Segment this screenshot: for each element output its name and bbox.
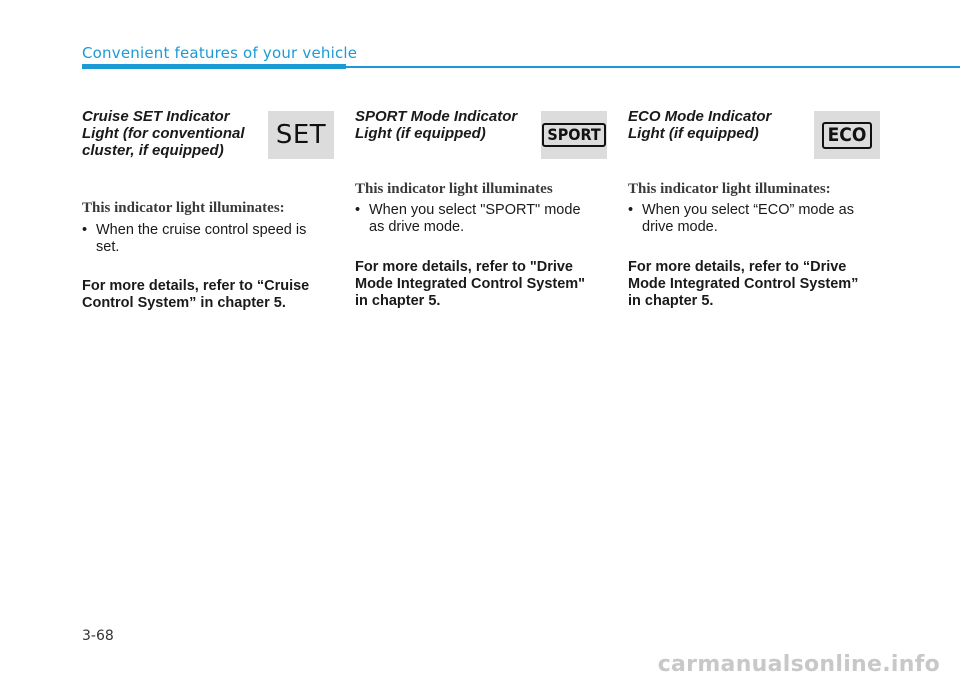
bullet-icon: • <box>355 202 361 218</box>
ref-line: in chapter 5. <box>628 293 714 309</box>
ref-line: For more details, refer to "Drive <box>355 259 573 275</box>
heading-line: SPORT Mode Indicator <box>355 108 518 125</box>
bullet-icon: • <box>628 202 634 218</box>
bullet-icon: • <box>82 222 88 238</box>
header-rule-thin <box>346 66 960 68</box>
heading-cruise-set <box>82 108 267 159</box>
ref-line: in chapter 5. <box>355 293 441 309</box>
reference-note <box>82 278 334 312</box>
subheading: This indicator light illuminates: <box>628 181 831 197</box>
column-cruise-set <box>82 108 334 311</box>
sport-icon-label: SPORT <box>542 123 605 147</box>
set-icon-label: SET <box>275 120 327 150</box>
ref-line: Mode Integrated Control System" <box>355 276 586 292</box>
subheading: This indicator light illuminates: <box>82 200 285 216</box>
heading-sport-mode <box>355 108 540 142</box>
bullet-item <box>355 202 607 236</box>
eco-indicator-icon <box>814 111 880 159</box>
sport-indicator-icon <box>541 111 607 159</box>
column-sport-mode <box>355 108 607 309</box>
ref-line: For more details, refer to “Cruise <box>82 278 310 294</box>
section-title: Convenient features of your vehicle <box>82 44 358 62</box>
bullet-item <box>628 202 880 236</box>
header-rule-thick <box>82 64 346 69</box>
heading-line: Cruise SET Indicator <box>82 108 230 125</box>
reference-note <box>355 259 607 310</box>
ref-line: Control System” in chapter 5. <box>82 295 286 311</box>
page-number: 3-68 <box>82 628 114 644</box>
bullet-line: as drive mode. <box>369 219 465 235</box>
eco-icon-label: ECO <box>822 122 873 149</box>
bullet-line: When you select "SPORT" mode <box>369 202 581 218</box>
bullet-item <box>82 222 334 256</box>
subheading: This indicator light illuminates <box>355 181 553 197</box>
ref-line: Mode Integrated Control System” <box>628 276 859 292</box>
column-eco-mode <box>628 108 880 309</box>
heading-line: ECO Mode Indicator <box>628 108 772 125</box>
heading-line: Light (if equipped) <box>628 125 759 142</box>
bullet-line: drive mode. <box>642 219 718 235</box>
watermark: carmanualsonline.info <box>657 652 940 677</box>
heading-line: Light (if equipped) <box>355 125 486 142</box>
bullet-line: When the cruise control speed is <box>96 222 307 238</box>
heading-eco-mode <box>628 108 813 142</box>
heading-line: Light (for conventional <box>82 125 245 142</box>
heading-line: cluster, if equipped) <box>82 142 224 159</box>
reference-note <box>628 259 880 310</box>
ref-line: For more details, refer to “Drive <box>628 259 847 275</box>
bullet-line: When you select “ECO” mode as <box>642 202 854 218</box>
set-indicator-icon <box>268 111 334 159</box>
bullet-line: set. <box>96 239 120 255</box>
